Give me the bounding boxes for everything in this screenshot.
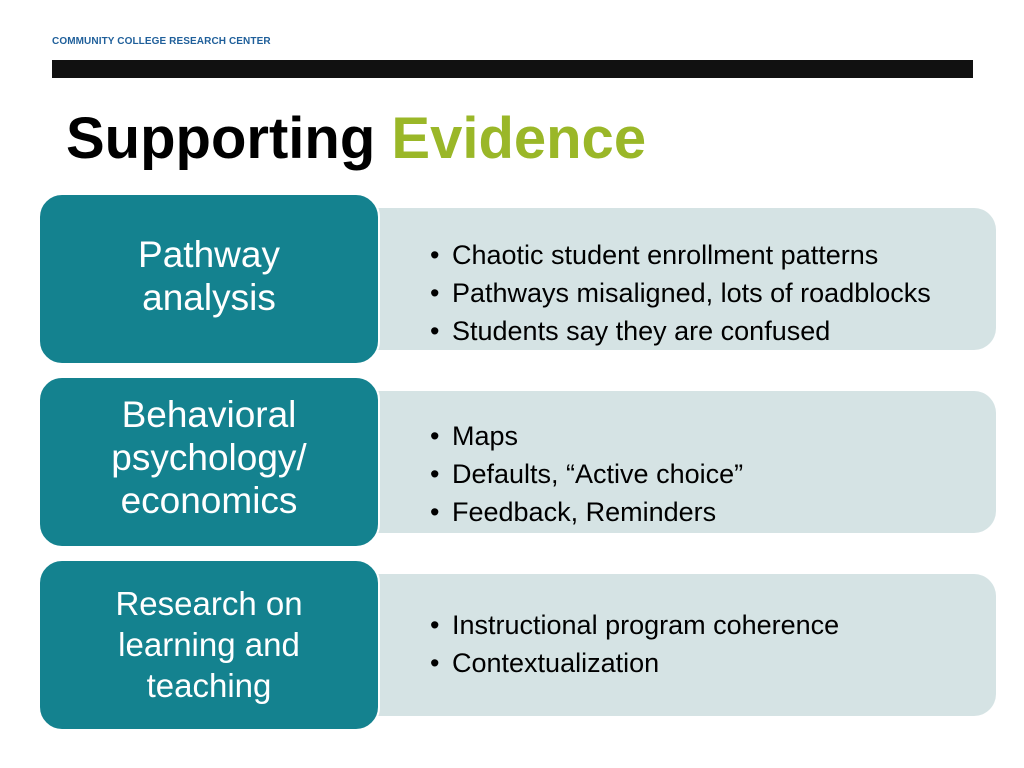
heading-box [38,559,380,731]
heading-box [38,193,380,365]
heading-text: Research on learning and teaching [115,585,303,704]
bullet-item: • Chaotic student enrollment patterns [430,236,988,274]
bullet-list [430,417,988,531]
bullet-item: • Instructional program coherence [430,606,988,644]
slide-title [66,106,647,171]
heading-box [38,376,380,548]
evidence-row-pathway [38,193,998,365]
bullet-item: • Maps [430,417,988,455]
bullet-item: • Feedback, Reminders [430,493,988,531]
title-accent: Evidence [391,106,647,171]
bullet-list [430,606,988,682]
bullet-item: • Defaults, “Active choice” [430,455,988,493]
evidence-row-research [38,559,998,731]
bullet-item: • Pathways misaligned, lots of roadblocks [430,274,988,312]
detail-panel [338,208,996,350]
heading-text: Pathway analysis [138,234,280,318]
bullet-item: • Students say they are confused [430,312,988,350]
title-main: Supporting [66,106,376,171]
detail-panel [338,391,996,533]
detail-panel [338,574,996,716]
heading-text: Behavioral psychology/ economics [111,394,307,521]
header-rule [52,60,973,78]
evidence-row-behavioral [38,376,998,548]
bullet-list [430,236,988,350]
bullet-item: • Contextualization [430,644,988,682]
organization-name: COMMUNITY COLLEGE RESEARCH CENTER [52,36,271,47]
